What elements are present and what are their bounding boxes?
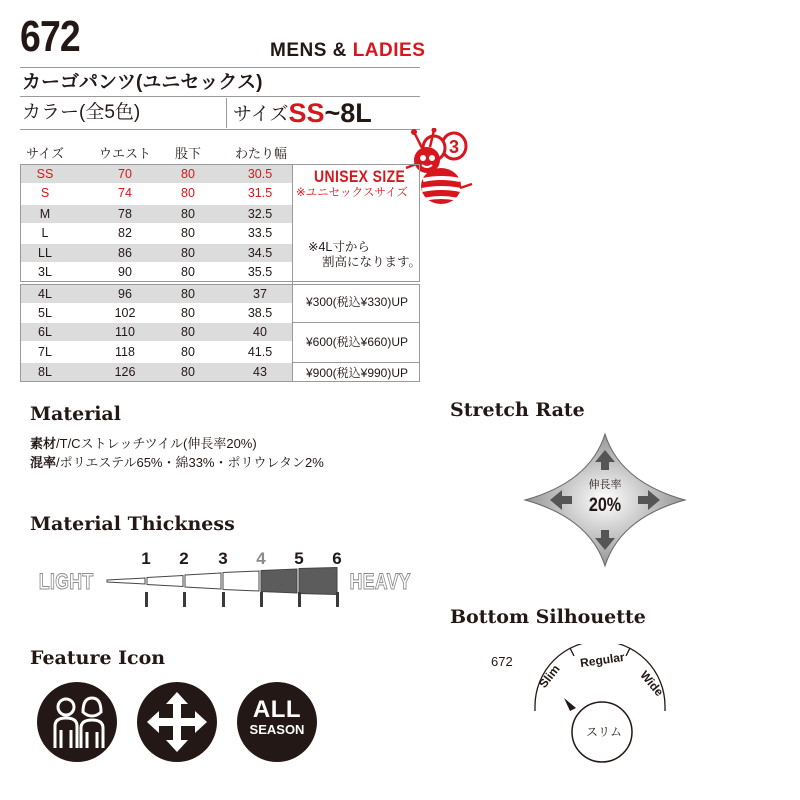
cell-thigh: 38.5 xyxy=(247,306,273,320)
blend-label: 混率 xyxy=(30,455,57,470)
thickness-level-4: 4 xyxy=(256,549,266,568)
header-divider xyxy=(20,67,420,68)
cell-waist: 78 xyxy=(118,207,132,221)
thickness-light-label: LIGHT xyxy=(38,569,94,594)
size-max: ~8L xyxy=(324,98,372,128)
thickness-scale-bar xyxy=(105,567,345,595)
thickness-level-3: 3 xyxy=(218,549,228,568)
cell-waist: 90 xyxy=(118,265,132,279)
cell-inseam: 80 xyxy=(181,365,195,379)
silhouette-model: 672 xyxy=(491,654,513,669)
price-surcharge: ¥600(税込¥660)UP xyxy=(305,335,409,349)
thickness-tick xyxy=(183,592,186,607)
cell-waist: 96 xyxy=(118,287,132,301)
cell-thigh: 34.5 xyxy=(247,246,273,260)
cell-inseam: 80 xyxy=(181,207,195,221)
thickness-tick xyxy=(298,592,301,607)
price-surcharge: ¥300(税込¥330)UP xyxy=(305,295,409,309)
cell-size: SS xyxy=(36,167,54,181)
cell-size: LL xyxy=(38,246,52,260)
cell-inseam: 80 xyxy=(181,265,195,279)
gender-ladies: LADIES xyxy=(352,40,426,61)
fabric-value: /T/Cストレッチツイル(伸長率20%) xyxy=(56,436,257,451)
cell-thigh: 30.5 xyxy=(247,167,273,181)
all-season-icon xyxy=(237,682,317,762)
stretch-arrows-icon xyxy=(137,682,217,762)
cell-size: 7L xyxy=(38,345,52,359)
unisex-size-note: ※ユニセックスサイズ xyxy=(296,187,408,199)
silhouette-scale-wide: Wide xyxy=(637,668,667,699)
cell-waist: 126 xyxy=(114,365,136,379)
material-blend xyxy=(30,454,324,472)
thickness-heavy-label: HEAVY xyxy=(349,569,412,594)
cell-size: 3L xyxy=(38,265,52,279)
material-fabric xyxy=(30,435,257,453)
cell-size: L xyxy=(41,226,49,240)
cell-thigh: 31.5 xyxy=(247,186,273,200)
divider xyxy=(226,98,227,128)
silhouette-heading: Bottom Silhouette xyxy=(450,606,646,628)
cell-inseam: 80 xyxy=(181,226,195,240)
cell-inseam: 80 xyxy=(181,345,195,359)
cell-inseam: 80 xyxy=(181,306,195,320)
size-label: サイズ xyxy=(233,104,289,125)
divider xyxy=(292,362,420,363)
cell-inseam: 80 xyxy=(181,186,195,200)
cell-waist: 74 xyxy=(118,186,132,200)
thickness-level-5: 5 xyxy=(294,549,304,568)
cell-thigh: 40 xyxy=(253,325,267,339)
all-season-line1: ALL xyxy=(252,696,302,723)
size-range xyxy=(233,98,372,130)
surcharge-note-line2: 割高になります。 xyxy=(322,255,422,269)
gender-label xyxy=(270,40,425,62)
silhouette-scale-regular: Regular xyxy=(579,649,626,671)
gender-mens: MENS & xyxy=(270,40,347,61)
cell-inseam: 80 xyxy=(181,325,195,339)
cell-waist: 70 xyxy=(118,167,132,181)
cell-waist: 82 xyxy=(118,226,132,240)
col-header-thigh: わたり幅 xyxy=(234,146,287,161)
cell-size: 4L xyxy=(38,287,52,301)
cell-waist: 86 xyxy=(118,246,132,260)
thickness-tick xyxy=(336,592,339,607)
cell-inseam: 80 xyxy=(181,287,195,301)
model-number: 672 xyxy=(20,12,80,61)
product-name: カーゴパンツ(ユニセックス) xyxy=(22,72,263,93)
cell-size: 5L xyxy=(38,306,52,320)
thickness-level-1: 1 xyxy=(141,549,151,568)
divider xyxy=(292,164,293,382)
svg-text:3: 3 xyxy=(448,137,460,157)
cell-size: 6L xyxy=(38,325,52,339)
all-season-line2: SEASON xyxy=(249,722,305,737)
thickness-tick xyxy=(145,592,148,607)
col-header-inseam: 股下 xyxy=(174,146,201,161)
thickness-heading: Material Thickness xyxy=(30,513,235,535)
col-header-size: サイズ xyxy=(26,146,64,161)
unisex-size-title: UNISEX SIZE xyxy=(314,167,406,186)
cell-inseam: 80 xyxy=(181,167,195,181)
stretch-label: 伸長率 xyxy=(588,479,622,491)
size-min: SS xyxy=(288,98,325,128)
unisex-icon xyxy=(37,682,117,762)
cell-thigh: 33.5 xyxy=(247,226,273,240)
color-label: カラー(全5色) xyxy=(22,102,141,123)
thickness-tick xyxy=(222,592,225,607)
stretch-heading: Stretch Rate xyxy=(450,399,585,421)
divider xyxy=(20,129,420,130)
cell-thigh: 32.5 xyxy=(247,207,273,221)
cell-size: 8L xyxy=(38,365,52,379)
col-header-waist: ウエスト xyxy=(98,146,151,161)
fabric-label: 素材 xyxy=(30,436,57,451)
cell-thigh: 43 xyxy=(253,365,267,379)
cell-waist: 110 xyxy=(115,325,135,339)
divider xyxy=(20,96,420,97)
cell-thigh: 41.5 xyxy=(247,345,273,359)
surcharge-note xyxy=(308,240,421,270)
cell-waist: 102 xyxy=(114,306,136,320)
blend-value: /ポリエステル65%・綿33%・ポリウレタン2% xyxy=(56,455,324,470)
thickness-level-2: 2 xyxy=(179,549,189,568)
cell-waist: 118 xyxy=(115,345,135,359)
material-heading: Material xyxy=(30,403,121,425)
cell-inseam: 80 xyxy=(181,246,195,260)
cell-size: M xyxy=(39,207,51,221)
stretch-value: 20% xyxy=(588,495,622,516)
silhouette-selected: スリム xyxy=(585,725,622,739)
cell-size: S xyxy=(40,186,50,200)
price-surcharge: ¥900(税込¥990)UP xyxy=(305,366,409,380)
feature-heading: Feature Icon xyxy=(30,647,166,669)
cell-thigh: 35.5 xyxy=(247,265,273,279)
thickness-level-6: 6 xyxy=(332,549,342,568)
thickness-tick xyxy=(260,592,263,607)
surcharge-note-line1: ※4L寸から xyxy=(308,240,370,254)
cell-thigh: 37 xyxy=(253,287,267,301)
silhouette-scale-slim: Slim xyxy=(536,662,563,691)
divider xyxy=(292,322,420,323)
